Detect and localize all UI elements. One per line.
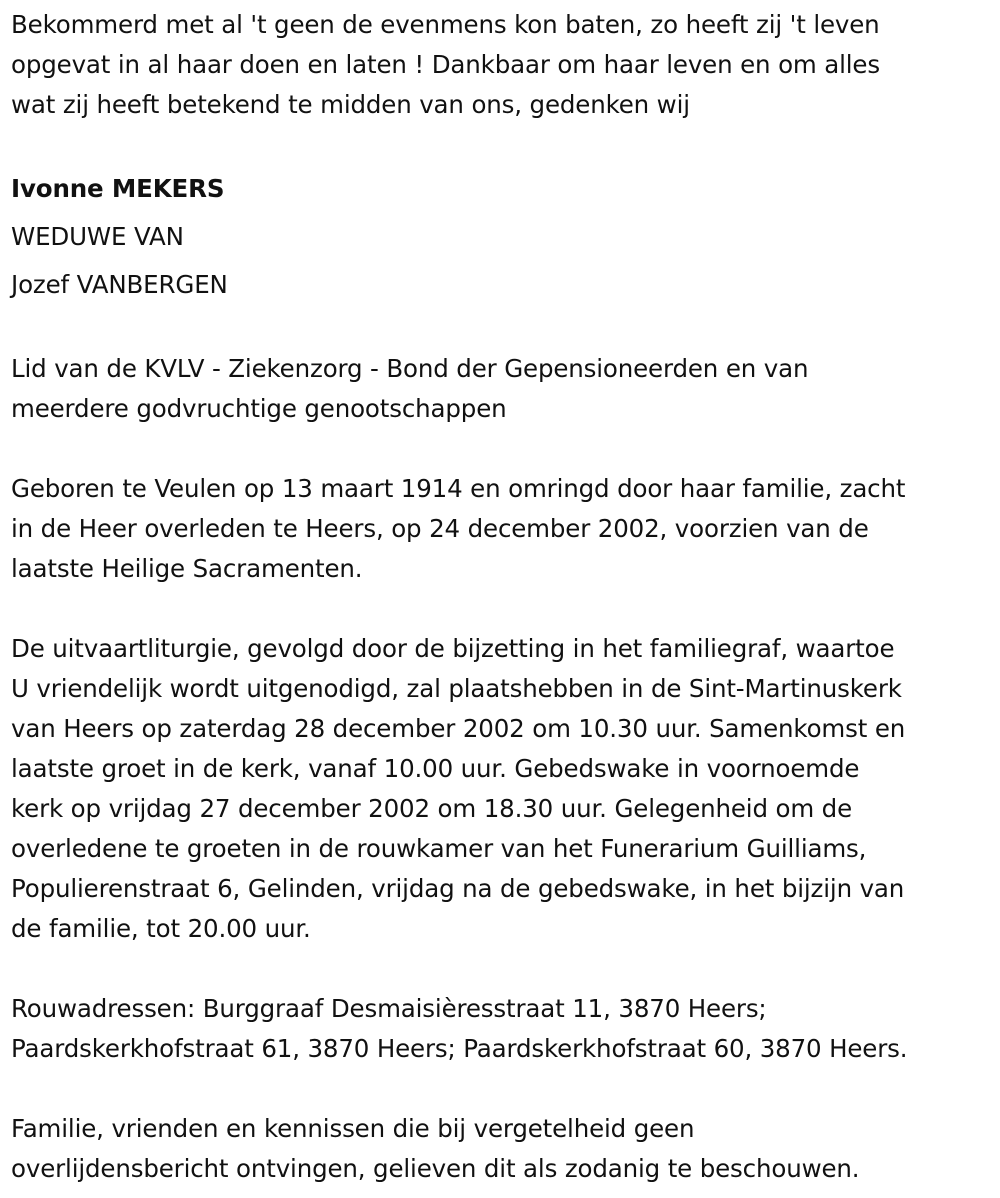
paragraph-gap bbox=[11, 1069, 991, 1109]
text-line: Bekommerd met al 't geen de evenmens kon baten, zo heeft zij 't leven bbox=[11, 10, 880, 39]
text-line: in de Heer overleden te Heers, op 24 december 2002, voorzien van de bbox=[11, 514, 869, 543]
text-line: wat zij heeft betekend te midden van ons, gedenken wij bbox=[11, 90, 690, 119]
membership-paragraph bbox=[11, 349, 991, 429]
text-line: Rouwadressen: Burggraaf Desmaisièresstraat 11, 3870 Heers; bbox=[11, 994, 767, 1023]
addresses-paragraph bbox=[11, 989, 991, 1069]
paragraph-gap bbox=[11, 309, 991, 349]
text-line: De uitvaartliturgie, gevolgd door de bijzetting in het familiegraf, waartoe bbox=[11, 634, 895, 663]
deceased-block bbox=[11, 165, 991, 309]
text-line: Geboren te Veulen op 13 maart 1914 en omringd door haar familie, zacht bbox=[11, 474, 906, 503]
birth-death-paragraph bbox=[11, 469, 991, 589]
text-line: Lid van de KVLV - Ziekenzorg - Bond der Gepensioneerden en van bbox=[11, 354, 809, 383]
text-line: overledene te groeten in de rouwkamer van het Funerarium Guilliams, bbox=[11, 834, 867, 863]
text-line: overlijdensbericht ontvingen, gelieven dit als zodanig te beschouwen. bbox=[11, 1154, 860, 1183]
deceased-name: Ivonne MEKERS bbox=[11, 174, 225, 203]
text-line: U vriendelijk wordt uitgenodigd, zal plaatshebben in de Sint-Martinuskerk bbox=[11, 674, 902, 703]
text-line: Familie, vrienden en kennissen die bij vergetelheid geen bbox=[11, 1114, 695, 1143]
paragraph-gap bbox=[11, 429, 991, 469]
text-line: meerdere godvruchtige genootschappen bbox=[11, 394, 507, 423]
text-line: opgevat in al haar doen en laten ! Dankbaar om haar leven en om alles bbox=[11, 50, 880, 79]
paragraph-gap bbox=[11, 949, 991, 989]
paragraph-gap bbox=[11, 589, 991, 629]
text-line: Populierenstraat 6, Gelinden, vrijdag na de gebedswake, in het bijzijn van bbox=[11, 874, 905, 903]
text-line: kerk op vrijdag 27 december 2002 om 18.30 uur. Gelegenheid om de bbox=[11, 794, 853, 823]
text-line: de familie, tot 20.00 uur. bbox=[11, 914, 311, 943]
funeral-paragraph bbox=[11, 629, 991, 949]
text-line: Paardskerkhofstraat 61, 3870 Heers; Paardskerkhofstraat 60, 3870 Heers. bbox=[11, 1034, 908, 1063]
paragraph-gap bbox=[11, 125, 991, 165]
closing-paragraph bbox=[11, 1109, 991, 1189]
text-line: laatste groet in de kerk, vanaf 10.00 uur. Gebedswake in voornoemde bbox=[11, 754, 860, 783]
text-line: van Heers op zaterdag 28 december 2002 om 10.30 uur. Samenkomst en bbox=[11, 714, 906, 743]
spouse-name: Jozef VANBERGEN bbox=[11, 270, 228, 299]
intro-paragraph bbox=[11, 5, 991, 125]
relation-label: WEDUWE VAN bbox=[11, 222, 184, 251]
text-line: laatste Heilige Sacramenten. bbox=[11, 554, 363, 583]
